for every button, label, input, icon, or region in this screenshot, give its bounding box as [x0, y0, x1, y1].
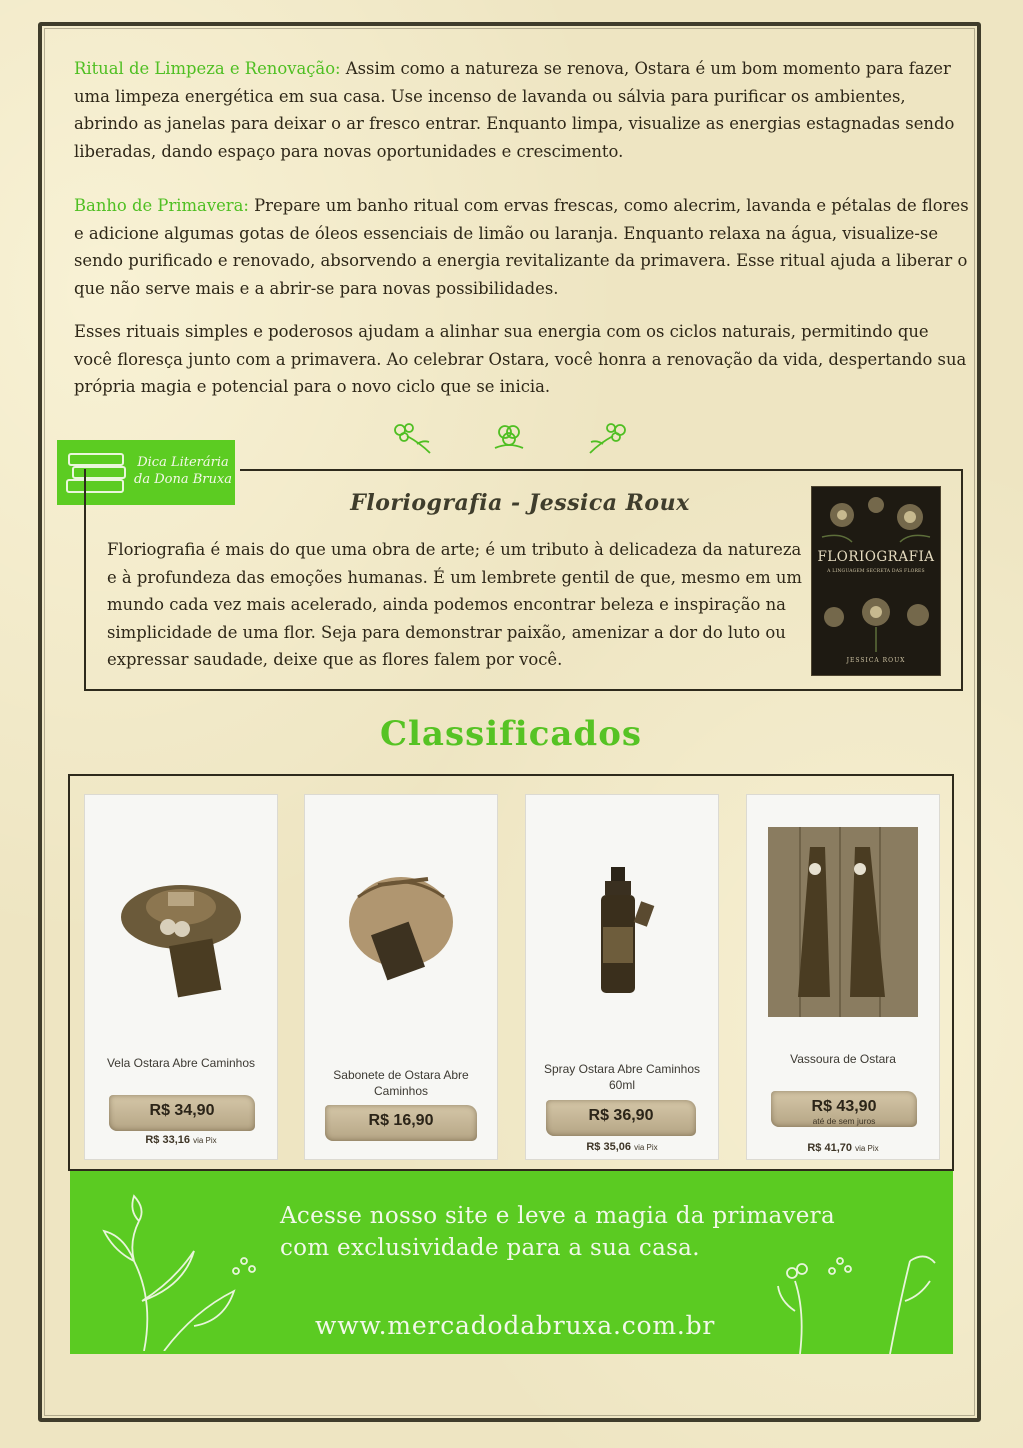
price-tag: [546, 1100, 696, 1136]
spray-bottle-icon: [539, 807, 705, 1027]
product-card[interactable]: [84, 794, 278, 1160]
pix-value: R$ 35,06: [586, 1141, 632, 1153]
product-price: R$ 16,90: [368, 1112, 434, 1129]
ritual-banho: [74, 192, 974, 302]
banner-site-link[interactable]: www.mercadodabruxa.com.br: [315, 1311, 716, 1340]
price-tag: [771, 1091, 917, 1127]
ritual-banho-text: Prepare um banho ritual com ervas frescas, como alecrim, lavanda e pétalas de flores e adicione algumas gotas de óleos essenciais de limão ou laranja. Enquanto relaxa na água, visualize-se sendo purificado e renovado, absorvendo a energia revitalizante da primavera. Esse ritual ajuda a liberar o que não serve mais e a abrir-se para novas possibilidades.: [74, 196, 969, 298]
product-name: Vassoura de Ostara: [790, 1052, 896, 1066]
classificados-title: Classificados: [379, 714, 643, 754]
product-pix-price: [747, 1142, 939, 1154]
product-card[interactable]: [525, 794, 719, 1160]
book-title: Floriografia - Jessica Roux: [350, 490, 690, 516]
floral-line-art-icon: [770, 1241, 950, 1354]
product-name: Vela Ostara Abre Caminhos: [106, 1056, 256, 1070]
product-card[interactable]: [304, 794, 498, 1160]
book-cover-title: FLORIOGRAFIA: [817, 549, 935, 565]
ritual-limpeza: [74, 55, 974, 165]
price-tag: [325, 1105, 477, 1141]
banner-line1: Acesse nosso site e leve a magia da primavera: [280, 1203, 835, 1229]
product-card[interactable]: [746, 794, 940, 1160]
product-price: R$ 36,90: [588, 1107, 654, 1124]
product-pix-price: [526, 1141, 718, 1153]
product-price: R$ 34,90: [149, 1102, 215, 1119]
product-name: Sabonete de Ostara Abre Caminhos: [333, 1068, 469, 1098]
product-price-note: até de sem juros: [812, 1116, 876, 1126]
site-banner: [70, 1171, 953, 1354]
product-pix-price: [85, 1134, 277, 1146]
price-tag: [109, 1095, 255, 1131]
book-description: Floriografia é mais do que uma obra de arte; é um tributo à delicadeza da natureza e à profundeza das emoções humanas. É um lembrete gentil de que, mesmo em um mundo cada vez mais acelerado, ainda podemos encontrar beleza e inspiração na simplicidade de uma flor. Seja para demonstrar paixão, amenizar a dor do luto ou expressar saudade, deixe que as flores falem por você.: [107, 540, 802, 669]
ritual-banho-title: Banho de Primavera:: [74, 196, 249, 215]
ritual-conclusion: [74, 318, 974, 401]
banner-line2: com exclusividade para a sua casa.: [280, 1235, 700, 1261]
book-cover-subtitle: A LINGUAGEM SECRETA DAS FLORES: [827, 569, 925, 574]
ritual-conclusion-text: Esses rituais simples e poderosos ajudam a alinhar sua energia com os ciclos naturais, permitindo que você floresça junto com a primavera. Ao celebrar Ostara, você honra a renovação da vida, despertando sua própria magia e potencial para o novo ciclo que se inicia.: [74, 322, 967, 396]
book-cover-author: JESSICA ROUX: [846, 657, 906, 664]
ritual-limpeza-title: Ritual de Limpeza e Renovação:: [74, 59, 341, 78]
product-name: Spray Ostara Abre Caminhos 60ml: [543, 1062, 701, 1092]
pix-label: via Pix: [855, 1144, 879, 1153]
candle-icon: [98, 807, 264, 1027]
flower-divider-icon: [385, 418, 635, 458]
soap-icon: [318, 807, 484, 1027]
pix-value: R$ 41,70: [807, 1142, 853, 1154]
pix-value: R$ 33,16: [145, 1134, 191, 1146]
product-price: R$ 43,90: [811, 1098, 877, 1115]
broom-icon: [760, 807, 926, 1027]
book-cover-image: [811, 486, 941, 676]
pix-label: via Pix: [193, 1136, 217, 1145]
pix-label: via Pix: [634, 1143, 658, 1152]
badge-line2: da Dona Bruxa: [134, 472, 232, 487]
floral-line-art-icon: [84, 1191, 274, 1351]
badge-line1: Dica Literária: [137, 455, 229, 470]
book-cover-flowers-icon: [812, 487, 940, 675]
ritual-limpeza-text: Assim como a natureza se renova, Ostara é um bom momento para fazer uma limpeza energética em sua casa. Use incenso de lavanda ou sálvia para purificar os ambientes, abrindo as janelas para deixar o ar fresco entrar. Enquanto limpa, visualize as energias estagnadas sendo liberadas, dando espaço para novas oportunidades e crescimento.: [74, 59, 955, 161]
